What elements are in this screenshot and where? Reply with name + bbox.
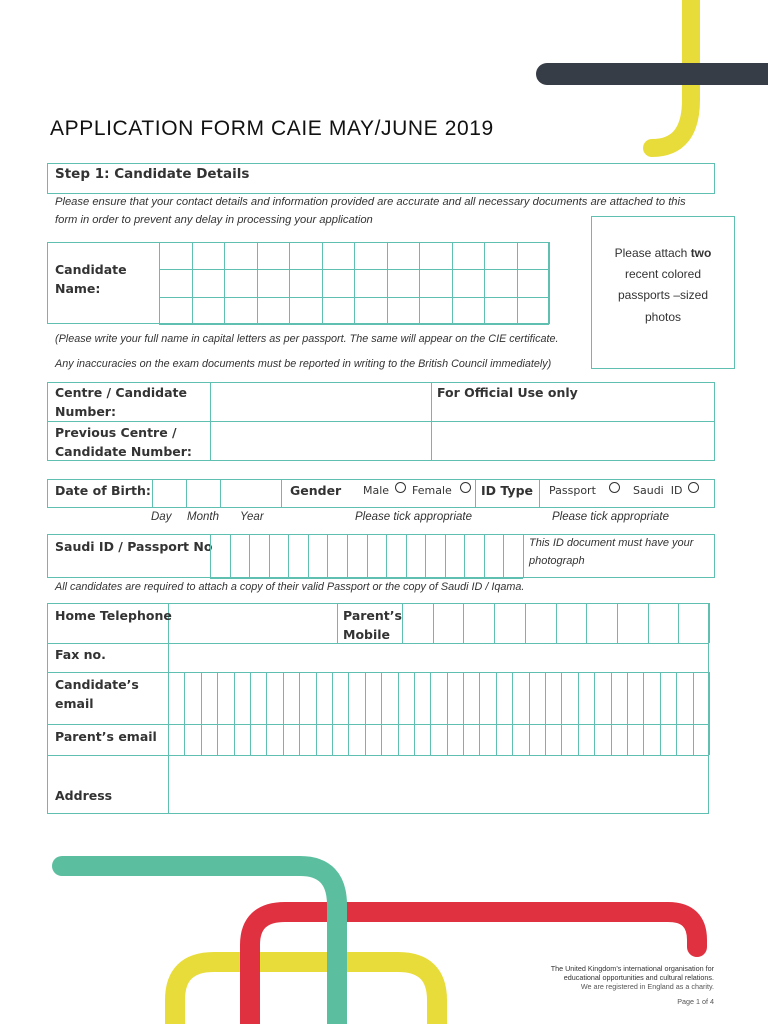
- dob-day-input[interactable]: [153, 480, 185, 507]
- fax-label: Fax no.: [55, 647, 106, 662]
- attach-note: All candidates are required to attach a copy of their valid Passport or the copy of Saudi ID / Iqama.: [55, 581, 525, 593]
- male-radio[interactable]: [395, 482, 406, 493]
- candidate-name-label-2: Name:: [55, 281, 101, 296]
- candidate-name-box: [47, 242, 549, 324]
- id-note-2: photograph: [529, 555, 585, 567]
- photo-text-2: recent colored: [624, 267, 702, 281]
- candidate-name-label-1: Candidate: [55, 262, 127, 277]
- previous-number-input[interactable]: [211, 422, 430, 460]
- id-type-label: ID Type: [481, 483, 533, 498]
- top-decoration: [520, 0, 768, 165]
- saudi-id-label: Saudi ID: [633, 484, 683, 497]
- photo-text-pre: Please attach: [614, 246, 691, 260]
- parent-email-label: Parent’s email: [55, 729, 157, 744]
- female-radio[interactable]: [460, 482, 471, 493]
- photo-text-3: passports –sized: [617, 288, 709, 302]
- photo-text-bold: two: [690, 246, 712, 260]
- gender-label: Gender: [290, 483, 342, 498]
- previous-label-2: Candidate Number:: [55, 444, 192, 459]
- centre-number-input[interactable]: [211, 383, 430, 420]
- dob-month-input[interactable]: [187, 480, 219, 507]
- footer-line-1: The United Kingdom’s international organisation for: [550, 964, 714, 973]
- footer-line-3: We are registered in England as a charity.: [580, 982, 714, 991]
- male-label: Male: [363, 484, 390, 497]
- year-caption: Year: [240, 511, 264, 523]
- step1-heading: Step 1: Candidate Details: [55, 166, 250, 182]
- cand-email-label-2: email: [55, 696, 94, 711]
- saudi-id-radio[interactable]: [688, 482, 699, 493]
- fax-input[interactable]: [169, 644, 708, 671]
- passport-label: Passport: [549, 484, 596, 497]
- page-title: APPLICATION FORM CAIE MAY/JUNE 2019: [50, 117, 494, 140]
- dob-year-input[interactable]: [221, 480, 280, 507]
- footer-line-2: educational opportunities and cultural relations.: [563, 973, 714, 982]
- gender-tick-caption: Please tick appropriate: [355, 511, 472, 523]
- parent-mobile-label-1: Parent’s: [343, 608, 402, 623]
- id-tick-caption: Please tick appropriate: [552, 511, 669, 523]
- centre-label-1: Centre / Candidate: [55, 385, 188, 400]
- intro-line-1: Please ensure that your contact details and information provided are accurate and all necessary documents are attached to this: [55, 196, 686, 208]
- parent-mobile-label-2: Mobile: [343, 627, 391, 642]
- name-note: (Please write your full name in capital letters as per passport. The same will appear on the CIE certificate.: [55, 333, 559, 345]
- inaccuracy-note: Any inaccuracies on the exam documents must be reported in writing to the British Council immediately): [55, 358, 552, 370]
- page-number: Page 1 of 4: [677, 997, 714, 1006]
- home-tel-input[interactable]: [169, 604, 336, 642]
- female-label: Female: [412, 484, 452, 497]
- dob-label: Date of Birth:: [55, 483, 151, 498]
- home-tel-label: Home Telephone: [55, 608, 172, 623]
- id-note-1: This ID document must have your: [529, 537, 694, 549]
- day-caption: Day: [151, 511, 172, 523]
- saudi-passport-label: Saudi ID / Passport No: [55, 539, 213, 554]
- photo-text-1: [591, 246, 735, 260]
- address-label: Address: [55, 788, 113, 803]
- passport-radio[interactable]: [609, 482, 620, 493]
- address-input[interactable]: [169, 756, 708, 813]
- centre-label-2: Number:: [55, 404, 116, 419]
- cand-email-label-1: Candidate’s: [55, 677, 139, 692]
- month-caption: Month: [187, 511, 219, 523]
- previous-label-1: Previous Centre /: [55, 425, 177, 440]
- green-arc: [62, 866, 337, 1024]
- official-use-label: For Official Use only: [437, 385, 578, 400]
- intro-line-2: form in order to prevent any delay in processing your application: [55, 214, 373, 226]
- photo-text-4: photos: [644, 310, 682, 324]
- yellow-arc: [175, 962, 437, 1024]
